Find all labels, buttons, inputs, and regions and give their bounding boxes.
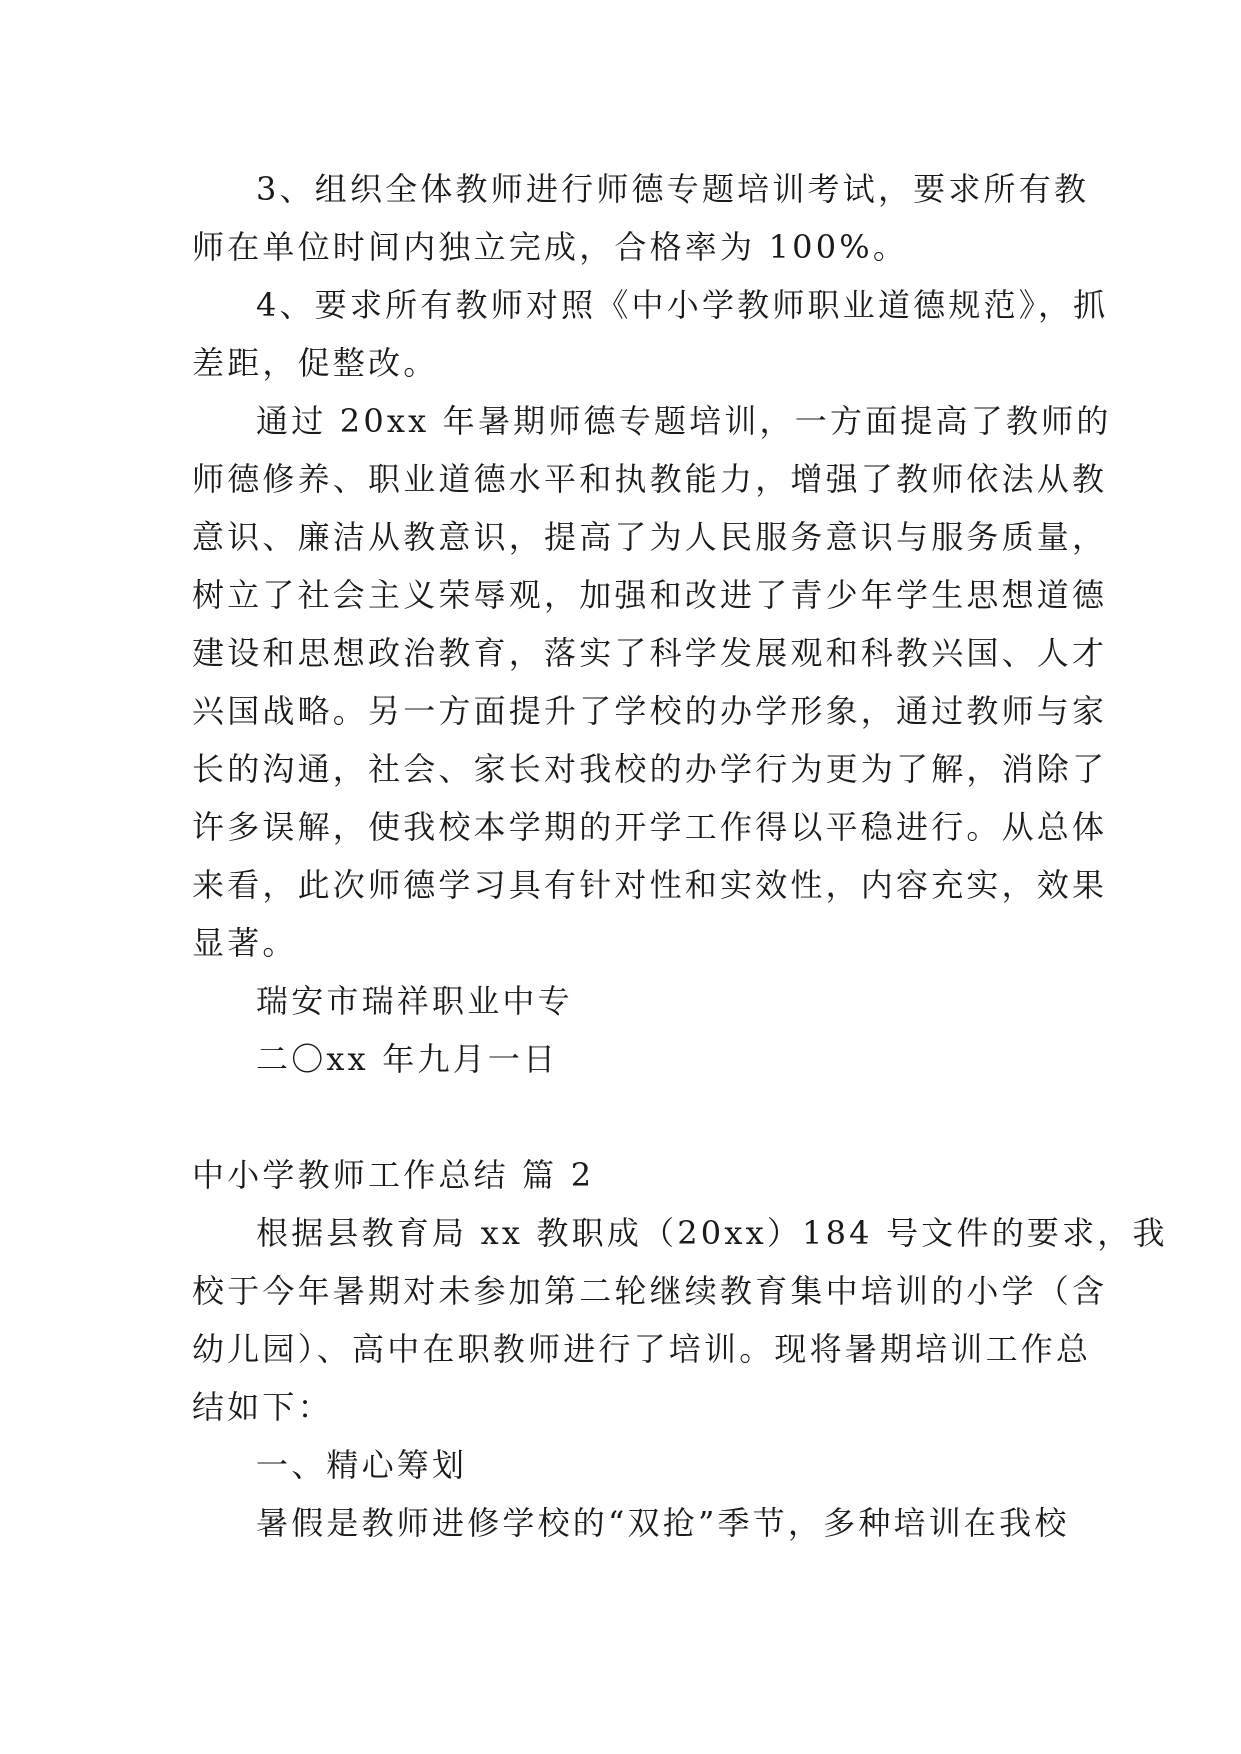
- paragraph-line: 显著。: [192, 924, 298, 962]
- paragraph-line: 4、要求所有教师对照《中小学教师职业道德规范》，抓: [256, 286, 1109, 324]
- paragraph-line: 长的沟通，社会、家长对我校的办学行为更为了解，消除了: [192, 750, 1108, 788]
- paragraph-line: 来看，此次师德学习具有针对性和实效性，内容充实，效果: [192, 866, 1108, 904]
- paragraph-line: 幼儿园）、高中在职教师进行了培训。现将暑期培训工作总: [192, 1330, 1092, 1368]
- paragraph-line: 师德修养、职业道德水平和执教能力，增强了教师依法从教: [192, 460, 1108, 498]
- signature-date: 二〇xx 年九月一日: [256, 1040, 559, 1078]
- paragraph-line: 意识、廉洁从教意识，提高了为人民服务意识与服务质量，: [192, 518, 1108, 556]
- paragraph-line: 暑假是教师进修学校的“双抢”季节，多种培训在我校: [256, 1504, 1070, 1542]
- paragraph-line: 结如下：: [192, 1388, 333, 1426]
- subheading: 一、精心筹划: [256, 1446, 468, 1484]
- paragraph-line: 许多误解，使我校本学期的开学工作得以平稳进行。从总体: [192, 808, 1108, 846]
- paragraph-line: 校于今年暑期对未参加第二轮继续教育集中培训的小学（含: [192, 1272, 1108, 1310]
- paragraph-line: 3、组织全体教师进行师德专题培训考试，要求所有教: [256, 170, 1090, 208]
- section-heading: 中小学教师工作总结 篇 2: [192, 1156, 595, 1194]
- paragraph-line: 兴国战略。另一方面提升了学校的办学形象，通过教师与家: [192, 692, 1108, 730]
- signature-organization: 瑞安市瑞祥职业中专: [256, 982, 573, 1020]
- paragraph-line: 师在单位时间内独立完成，合格率为 100%。: [192, 228, 909, 266]
- paragraph-line: 通过 20xx 年暑期师德专题培训，一方面提高了教师的: [256, 402, 1112, 440]
- document-body: [192, 160, 1168, 1552]
- section-spacer: [192, 1088, 1052, 1146]
- paragraph-line: 根据县教育局 xx 教职成（20xx）184 号文件的要求，我: [256, 1214, 1168, 1252]
- paragraph-line: 差距，促整改。: [192, 344, 439, 382]
- paragraph-line: 建设和思想政治教育，落实了科学发展观和科教兴国、人才: [192, 634, 1108, 672]
- paragraph-line: 树立了社会主义荣辱观，加强和改进了青少年学生思想道德: [192, 576, 1108, 614]
